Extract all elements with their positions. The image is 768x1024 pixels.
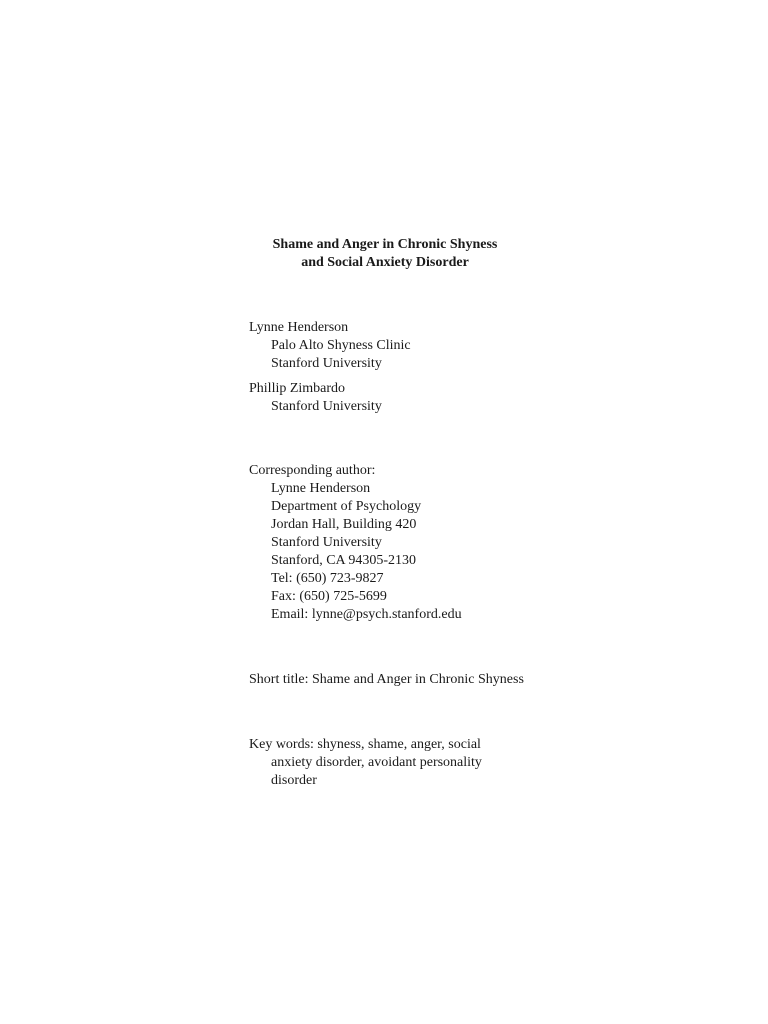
keywords-line: Key words: shyness, shame, anger, social — [249, 737, 481, 752]
title-line-2: and Social Anxiety Disorder — [301, 255, 469, 270]
author-block-zimbardo — [249, 380, 382, 416]
author-affiliation: Palo Alto Shyness Clinic — [271, 338, 411, 353]
keywords-block — [249, 736, 482, 790]
author-name: Phillip Zimbardo — [249, 381, 346, 396]
short-title: Short title: Shame and Anger in Chronic Shyness — [249, 672, 524, 687]
corresponding-label: Corresponding author: — [249, 463, 376, 478]
corresponding-department: Department of Psychology — [271, 499, 422, 514]
author-affiliation: Stanford University — [271, 399, 382, 414]
title-line-1: Shame and Anger in Chronic Shyness — [272, 237, 498, 252]
keywords-line: disorder — [271, 773, 317, 788]
corresponding-name: Lynne Henderson — [271, 481, 371, 496]
author-block-henderson — [249, 319, 411, 373]
author-name: Lynne Henderson — [249, 320, 349, 335]
corresponding-university: Stanford University — [271, 535, 382, 550]
corresponding-city: Stanford, CA 94305-2130 — [271, 553, 417, 568]
corresponding-author-block — [249, 462, 462, 624]
short-title-block — [249, 671, 524, 689]
keywords-line: anxiety disorder, avoidant personality — [271, 755, 482, 770]
document-title — [230, 236, 540, 272]
corresponding-email: Email: lynne@psych.stanford.edu — [271, 607, 462, 622]
corresponding-fax: Fax: (650) 725-5699 — [271, 589, 387, 604]
author-affiliation: Stanford University — [271, 356, 382, 371]
corresponding-building: Jordan Hall, Building 420 — [271, 517, 417, 532]
corresponding-tel: Tel: (650) 723-9827 — [271, 571, 384, 586]
